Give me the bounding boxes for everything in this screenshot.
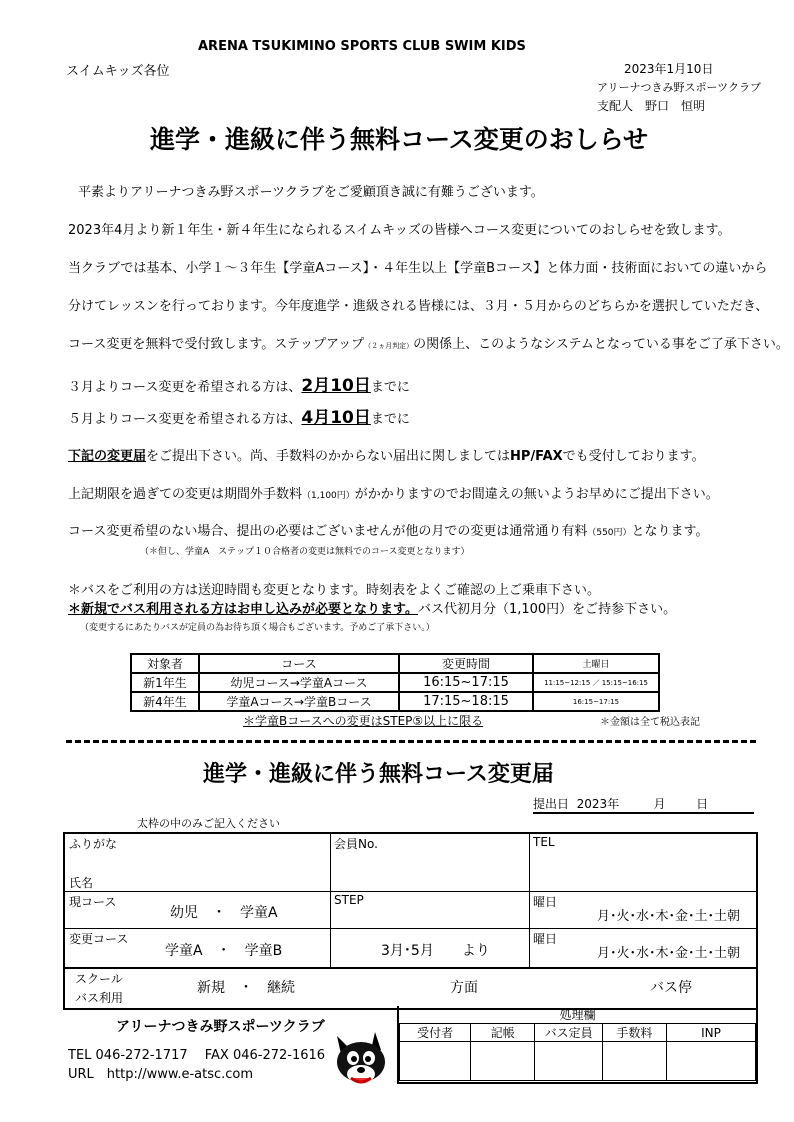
tax-note: ＊金額は全て税込表記 [600, 717, 700, 728]
cell-target: 新1年生 [131, 673, 199, 692]
weekday-label: 曜日 [533, 895, 558, 909]
step-restriction-note: ＊学童Bコースへの変更はSTEP⑤以上に限る [243, 714, 484, 728]
paragraph-3: 当クラブでは基本、小学１～３年生【学童Aコース】・４年生以上【学童Bコース】と体力面・技術面においての違いから [68, 261, 768, 276]
tel-fax: TEL 046-272-1717 FAX 046-272-1616 [68, 1048, 326, 1063]
bus-stop-field[interactable]: バス停 [650, 980, 692, 996]
sender-name: 支配人 野口 恒明 [597, 99, 706, 113]
proc-header: バス定員 [535, 1024, 603, 1042]
proc-cell[interactable] [666, 1042, 755, 1081]
cell-saturday: 16:15~17:15 [533, 692, 659, 711]
member-no-field[interactable] [331, 834, 529, 891]
member-no-label: 会員No. [334, 837, 378, 851]
proc-cell[interactable] [471, 1042, 535, 1081]
proc-cell[interactable] [602, 1042, 666, 1081]
step-label: STEP [334, 893, 364, 907]
paragraph-2: 2023年4月より新１年生・新４年生になられるスイムキッズの皆様へコース変更についてのおしらせを致します。 [68, 223, 731, 238]
change-month-options[interactable]: 3月･5月 より [381, 943, 490, 959]
cell-time: 16:15~17:15 [399, 673, 533, 692]
proc-cell[interactable] [400, 1042, 471, 1081]
paragraph-1: 平素よりアリーナつきみ野スポーツクラブをご愛顧頂き誠に有難うございます。 [78, 185, 544, 200]
cell-target: 新4年生 [131, 692, 199, 711]
header-saturday: 土曜日 [533, 654, 659, 673]
submit-date[interactable]: 提出日 2023年 月 日 [533, 795, 754, 814]
header-time: 変更時間 [399, 654, 533, 673]
cell-saturday: 11:15~12:15 ／ 15:15~16:15 [533, 673, 659, 692]
date: 2023年1月10日 [624, 62, 714, 76]
step-field[interactable] [331, 892, 529, 928]
club-title: ARENA TSUKIMINO SPORTS CLUB SWIM KIDS [198, 39, 526, 54]
form-instruction: 下記の変更届をご提出下さい。尚、手数料のかからない届出に関しましてはHP/FAXでも受付しております。 [68, 449, 705, 464]
header-target: 対象者 [131, 654, 199, 673]
late-fee-note: 上記期限を過ぎての変更は期間外手数料（1,100円）がかかりますのでお間違えの無いようお早めにご提出下さい。 [68, 487, 719, 502]
tel-field[interactable] [530, 834, 756, 891]
proc-title: 処理欄 [400, 1006, 756, 1024]
form-title: 進学・進級に伴う無料コース変更届 [203, 762, 554, 787]
tel-label: TEL [533, 835, 555, 849]
cell-course: 学童Aコース→学童Bコース [199, 692, 399, 711]
schedule-table [130, 653, 660, 712]
fill-instruction: 太枠の中のみご記入ください [137, 817, 280, 830]
bus-capacity-note: （変更するにあたりバスが定員の為お待ち頂く場合もございます。予めご了承下さい。） [80, 623, 435, 633]
change-weekday-options[interactable]: 月･火･水･木･金･土･土朝 [597, 946, 741, 961]
name-field[interactable] [65, 834, 330, 891]
bus-note-1: ＊バスをご利用の方は送迎時間も変更となります。時刻表をよくご確認の上ご乗車下さい。 [68, 583, 600, 598]
step10-note: （＊但し、学童A ステップ１０合格者の変更は無料でのコース変更となります） [140, 547, 470, 557]
current-course-label: 現コース [69, 895, 117, 909]
change-course-label: 変更コース [69, 932, 129, 946]
cell-course: 幼児コース→学童Aコース [199, 673, 399, 692]
processing-box [397, 1006, 758, 1084]
paragraph-5: コース変更を無料で受付致します。ステップアップ（２ヵ月判定）の関係上、このようなシステムとなっている事をご了承下さい。 [68, 337, 789, 352]
divider [65, 928, 756, 929]
bus-note-2: ＊新規でバス利用される方はお申し込みが必要となります。バス代初月分（1,100円）をご持参下さい。 [68, 602, 677, 617]
change-form [63, 832, 758, 1010]
weekday-label: 曜日 [533, 932, 558, 946]
school-label: スクール [75, 972, 123, 986]
addressee: スイムキッズ各位 [66, 64, 170, 79]
proc-header: 受付者 [400, 1024, 471, 1042]
notice-title: 進学・進級に伴う無料コース変更のおしらせ [150, 125, 649, 154]
no-change-note: コース変更希望のない場合、提出の必要はございませんが他の月での変更は通常通り有料（550円）となります。 [68, 524, 709, 539]
deadline-may: ５月よりコース変更を希望される方は、4月10日までに [68, 408, 410, 428]
proc-header: 手数料 [602, 1024, 666, 1042]
cut-line [66, 740, 756, 743]
proc-header: INP [666, 1024, 755, 1042]
table-row [131, 673, 659, 692]
club-name: アリーナつきみ野スポーツクラブ [116, 1019, 325, 1035]
current-weekday-options[interactable]: 月･火･水･木･金･土･土朝 [597, 909, 741, 924]
furigana-label: ふりがな [69, 837, 118, 851]
cell-time: 17:15~18:15 [399, 692, 533, 711]
paragraph-4: 分けてレッスンを行っております。今年度進学・進級される皆様には、３月・５月からのどちらかを選択していただき、 [68, 299, 769, 314]
deadline-march: ３月よりコース変更を希望される方は、2月10日までに [68, 376, 410, 396]
bus-use-options[interactable]: 新規 ・ 継続 [197, 980, 295, 996]
header-course: コース [199, 654, 399, 673]
current-course-options[interactable]: 幼児 ・ 学童A [170, 905, 278, 921]
proc-cell[interactable] [535, 1042, 603, 1081]
mascot-wolf-icon [327, 1028, 395, 1090]
change-course-options[interactable]: 学童A ・ 学童B [165, 943, 283, 959]
table-row [131, 692, 659, 711]
divider [65, 967, 756, 969]
table-header-row [131, 654, 659, 673]
proc-header: 記帳 [471, 1024, 535, 1042]
url-link[interactable]: URL http://www.e-atsc.com [68, 1067, 254, 1082]
direction-field[interactable]: 方面 [450, 980, 478, 996]
bus-use-label: バス利用 [75, 991, 124, 1005]
name-label: 氏名 [69, 876, 94, 890]
sender-org: アリーナつきみ野スポーツクラブ [597, 81, 762, 94]
